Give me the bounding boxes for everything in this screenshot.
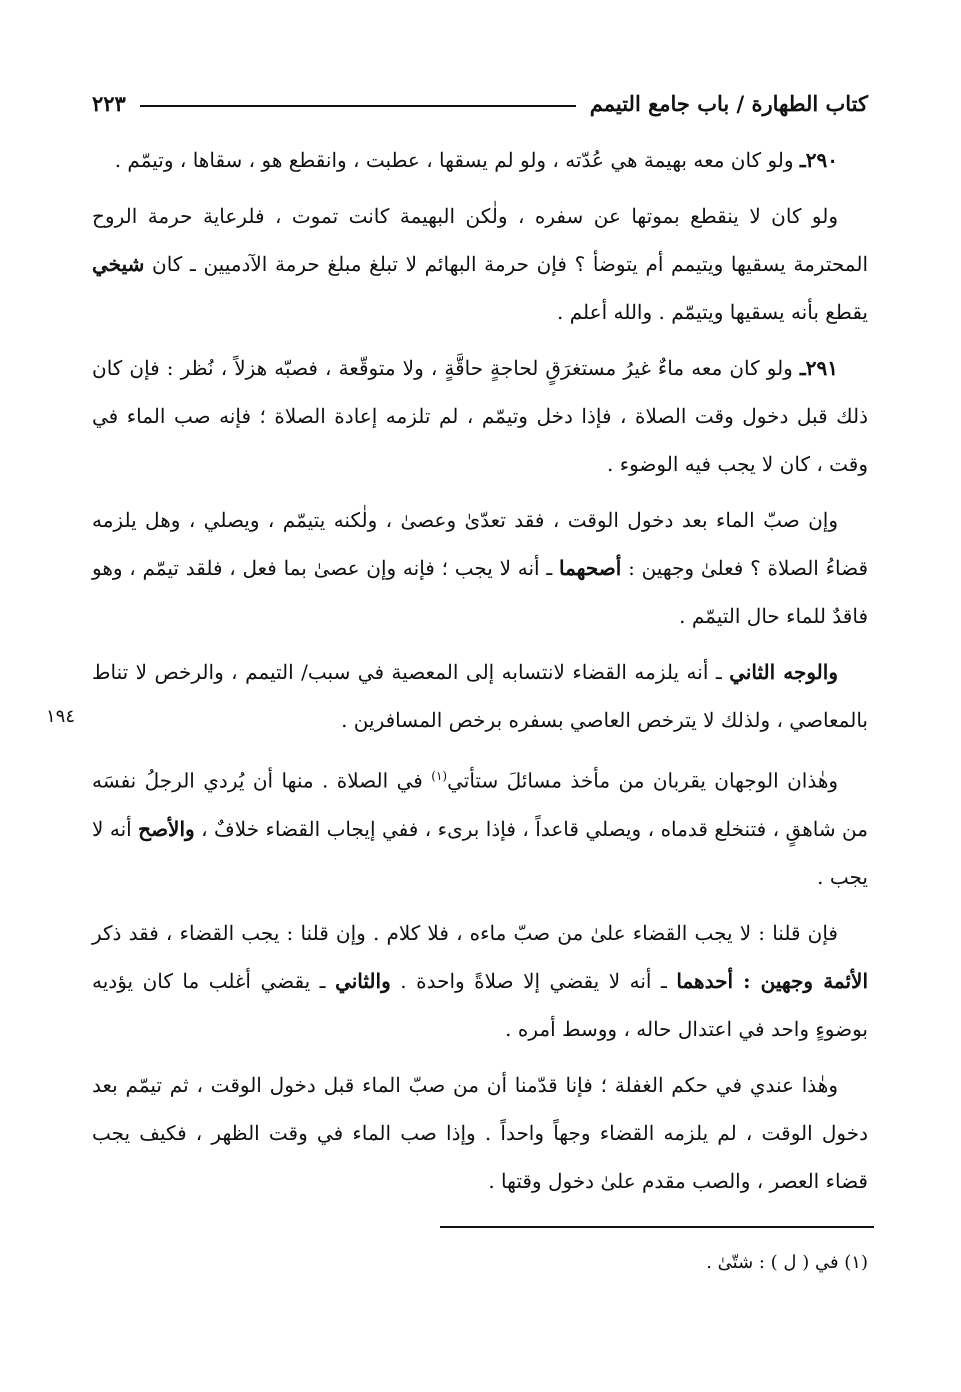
paragraph bbox=[92, 648, 868, 744]
paragraph bbox=[92, 1061, 868, 1205]
paragraph-text: وهٰذان الوجهان يقربان من مأخذ مسائلَ ستأتي bbox=[447, 768, 839, 793]
bold-term: والأصح bbox=[138, 816, 195, 841]
issue-number: ٢٩١ـ bbox=[799, 356, 839, 380]
paragraph bbox=[92, 909, 868, 1053]
paragraph-text: أنه لا يجب . bbox=[92, 816, 868, 889]
paragraph-text: ـ أنه يلزمه القضاء لانتسابه إلى المعصية في سبب/ التيمم ، والرخص لا تناط بالمعاصي ، ولذلك لا يترخص العاصي بسفره برخص المسافرين . bbox=[92, 660, 868, 732]
footnote-rule bbox=[440, 1226, 874, 1228]
bold-term: أصحهما bbox=[559, 556, 622, 580]
margin-page-number: ١٩٤ bbox=[46, 706, 76, 727]
paragraph-290 bbox=[92, 136, 868, 184]
paragraph-text: ـ أنه لا يقضي إلا صلاةً واحدة . bbox=[400, 968, 667, 993]
running-header bbox=[92, 86, 868, 120]
bold-term: الأئمة وجهين : أحدهما bbox=[676, 968, 869, 993]
document-page bbox=[92, 86, 868, 1213]
header-title: كتاب الطهارة / باب جامع التيمم bbox=[589, 90, 868, 116]
paragraph-text: ولو كان معه بهيمة هي عُدّته ، ولو لم يسقها ، عطبت ، وانقطع هو ، سقاها ، وتيمّم . bbox=[114, 148, 794, 172]
header-rule bbox=[140, 105, 576, 107]
paragraph-text: يقطع بأنه يسقيها ويتيمّم . والله أعلم . bbox=[556, 300, 868, 324]
footnote-marker: (١) bbox=[431, 769, 448, 783]
paragraph-291 bbox=[92, 344, 868, 488]
paragraph-text: ـ يقضي أغلب ما كان يؤديه بوضوءٍ واحد في اعتدال حاله ، ووسط أمره . bbox=[92, 968, 868, 1041]
paragraph-text: ـ أنه لا يجب ؛ فإنه وإن عصىٰ بما فعل ، فلقد تيمّم ، وهو فاقدٌ للماء حال التيمّم . bbox=[92, 556, 868, 628]
bold-term: شيخي bbox=[92, 252, 145, 276]
paragraph-text: ولو كان لا ينقطع بموتها عن سفره ، ولٰكن البهيمة كانت تموت ، فلرعاية حرمة الروح المحترمة يسقيها ويتيمم أم يتوضأ ؟ فإن حرمة البهائم لا تبلغ مبلغ حرمة الآدميين ـ كان bbox=[92, 204, 868, 276]
issue-number: ٢٩٠ـ bbox=[799, 148, 838, 172]
paragraph-text: وإن صبّ الماء بعد دخول الوقت ، فقد تعدّىٰ وعصىٰ ، ولٰكنه يتيمّم ، ويصلي ، وهل يلزمه قضاءُ الصلاة ؟ فعلىٰ وجهين : bbox=[92, 508, 869, 580]
page-number: ٢٢٣ bbox=[92, 90, 126, 116]
bold-term: والثاني bbox=[335, 968, 391, 993]
paragraph bbox=[92, 192, 868, 336]
paragraph-text: ولو كان معه ماءٌ غيرُ مستغرَقٍ لحاجةٍ حاقَّةٍ ، ولا متوقّعة ، فصبّه هزلاً ، نُظر : فإن كان ذلك قبل دخول وقت الصلاة ، فإذا دخل وتيمّم ، لم تلزمه إعادة الصلاة ؛ فإنه صب الماء في وقت ، كان لا يجب فيه الوضوء . bbox=[92, 356, 868, 476]
paragraph bbox=[92, 496, 868, 640]
body-text bbox=[92, 136, 868, 1205]
paragraph-text: في الصلاة . منها أن يُردي الرجلُ نفسَه من شاهقٍ ، فتنخلع قدماه ، ويصلي قاعداً ، فإذا برىء ، ففي إيجاب القضاء خلافٌ ، bbox=[92, 768, 868, 841]
paragraph-text: فإن قلنا : لا يجب القضاء علىٰ من صبّ ماءه ، فلا كلام . وإن قلنا : يجب القضاء ، فقد ذكر bbox=[92, 920, 838, 945]
paragraph-text: وهٰذا عندي في حكم الغفلة ؛ فإنا قدّمنا أن من صبّ الماء قبل دخول الوقت ، ثم تيمّم بعد دخول الوقت ، لم يلزمه القضاء وجهاً واحداً . وإذا صب الماء في وقت الظهر ، فكيف يجب قضاء العصر ، والصب مقدم علىٰ دخول وقتها . bbox=[92, 1072, 868, 1193]
footnote: (١) في ( ل ) : شتّىٰ . bbox=[706, 1252, 868, 1273]
bold-term: والوجه الثاني bbox=[729, 660, 838, 684]
paragraph bbox=[92, 752, 868, 901]
